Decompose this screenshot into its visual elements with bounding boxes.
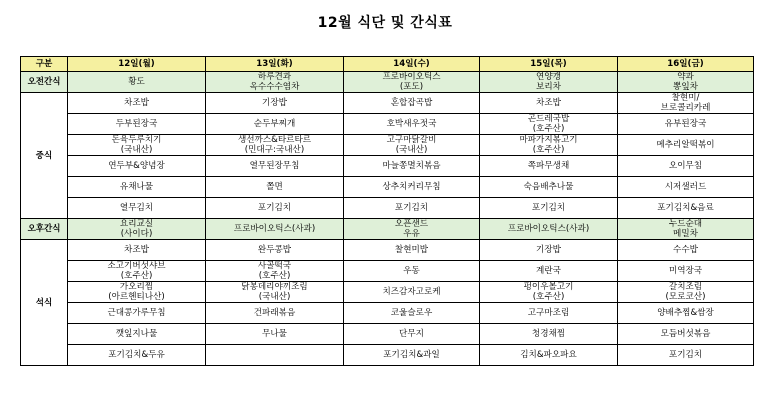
menu-cell [68,240,206,261]
menu-item-text: 프로바이오틱스(사과) [507,224,590,234]
menu-item-text: 곤드레국밥 [527,114,570,124]
menu-cell [68,261,206,282]
menu-cell [480,261,618,282]
menu-cell [480,282,618,303]
menu-item-text: 양배추찜&쌈장 [657,308,714,318]
menu-item-text: 누드순대 [668,219,703,229]
menu-item-text: 찰현미밥 [394,245,429,255]
menu-cell [206,177,344,198]
menu-item-text: (국내산) [258,292,291,302]
menu-item-text: 포기김치 [257,203,292,213]
menu-item-text: 찰현미/ [671,93,700,103]
menu-item-text: 사골떡국 [257,261,292,271]
menu-item-text: 펑이우볼고기 [523,282,574,292]
menu-cell [206,261,344,282]
menu-cell [206,240,344,261]
menu-item-text: (호주산) [120,271,153,281]
menu-item-text: 보리차 [536,82,561,92]
snack-cell [68,72,206,93]
menu-item-text: (사이다) [120,229,153,239]
menu-cell [480,240,618,261]
menu-cell [206,345,344,366]
dinner-row [21,261,754,282]
menu-item-text: 두부된장국 [115,119,158,129]
menu-cell [344,240,480,261]
menu-item-text: 오이무침 [668,161,703,171]
menu-cell [480,93,618,114]
menu-cell [344,114,480,135]
dinner-row [21,240,754,261]
menu-item-text: 유부된장국 [664,119,707,129]
afternoon-snack-row [21,219,754,240]
menu-item-text: 고구마닭갈비 [386,135,437,145]
menu-cell [344,177,480,198]
morning-snack-label: 오전간식 [21,72,68,93]
menu-item-text: 무나물 [262,329,287,339]
menu-cell [206,198,344,219]
snack-cell [344,72,480,93]
header-row [21,57,754,72]
snack-cell [480,219,618,240]
menu-cell [206,93,344,114]
dinner-row [21,303,754,324]
header-day: 14일(수) [344,57,480,72]
menu-item-text: 건파래볶음 [253,308,296,318]
menu-cell [480,345,618,366]
menu-item-text: (아르헨티나산) [108,292,165,302]
menu-cell [618,135,754,156]
menu-item-text: 완두콩밥 [257,245,292,255]
menu-cell [68,303,206,324]
menu-item-text: 김치&파오파요 [520,350,577,360]
menu-item-text: (국내산) [395,145,428,155]
header-day: 15일(목) [480,57,618,72]
header-day: 16일(금) [618,57,754,72]
menu-cell [206,303,344,324]
menu-item-text: 시저샐러드 [664,182,707,192]
menu-item-text: 깻잎지나물 [115,329,158,339]
menu-cell [618,345,754,366]
menu-item-text: 하루견과 [257,72,292,82]
lunch-row [21,177,754,198]
menu-cell [480,198,618,219]
menu-cell [68,345,206,366]
menu-item-text: 포기김치 [668,350,703,360]
menu-cell [344,198,480,219]
menu-item-text: 열무김치 [119,203,154,213]
menu-item-text: 브로콜리카레 [660,103,711,113]
menu-cell [618,156,754,177]
menu-cell [480,177,618,198]
menu-item-text: 뽕잎차 [673,82,698,92]
snack-cell [206,219,344,240]
menu-cell [206,324,344,345]
menu-cell [618,240,754,261]
menu-item-text: 옥수수수염차 [249,82,300,92]
menu-item-text: 황도 [128,77,145,87]
menu-item-text: (호주산) [532,292,565,302]
menu-cell [480,324,618,345]
menu-item-text: 차조밥 [536,98,561,108]
menu-item-text: 갈치조림 [668,282,703,292]
menu-cell [344,282,480,303]
header-gubun: 구분 [21,57,68,72]
menu-cell [206,114,344,135]
menu-cell [618,114,754,135]
menu-cell [344,135,480,156]
menu-cell [480,156,618,177]
menu-cell [344,345,480,366]
menu-item-text: 포기김치&두유 [108,350,165,360]
menu-item-text: 근대콩가루무침 [107,308,166,318]
menu-item-text: 쫄면 [266,182,283,192]
menu-cell [618,93,754,114]
menu-item-text: 포기김치&과일 [383,350,440,360]
menu-item-text: 마파가지볶고기 [519,135,578,145]
menu-item-text: 순두부찌개 [253,119,296,129]
menu-item-text: 기장밥 [536,245,561,255]
snack-cell [344,219,480,240]
menu-item-text: (호주산) [258,271,291,281]
menu-item-text: 미역장국 [668,266,703,276]
menu-item-text: (포도) [399,82,424,92]
menu-cell [206,135,344,156]
lunch-row [21,114,754,135]
menu-item-text: 프로바이오틱스(사과) [233,224,316,234]
menu-item-text: 우유 [403,229,420,239]
menu-item-text: 메밀차 [673,229,698,239]
menu-item-text: 닭봉데리야끼조림 [241,282,308,292]
menu-item-text: (국내산) [120,145,153,155]
dinner-label: 석식 [21,240,68,366]
menu-item-text: 약과 [677,72,694,82]
menu-item-text: 요리교실 [119,219,154,229]
lunch-row [21,93,754,114]
menu-item-text: 계란국 [536,266,561,276]
menu-item-text: 단무지 [399,329,424,339]
menu-item-text: 모듬버섯볶음 [660,329,711,339]
menu-item-text: 생선까스&타르타르 [237,135,312,145]
menu-item-text: 포기김치&음료 [657,203,714,213]
menu-item-text: 혼합잡곡밥 [390,98,433,108]
page-title: 12월 식단 및 간식표 [317,15,453,31]
menu-item-text: 코울슬로우 [390,308,433,318]
menu-item-text: (모로코산) [665,292,706,302]
header-day: 12일(월) [68,57,206,72]
menu-item-text: 포기김치 [394,203,429,213]
menu-cell [618,324,754,345]
menu-item-text: 유채나물 [119,182,154,192]
menu-cell [344,156,480,177]
dinner-row [21,282,754,303]
menu-cell [68,156,206,177]
dinner-row [21,345,754,366]
menu-item-text: 돈육두루치기 [111,135,162,145]
menu-item-text: 포기김치 [531,203,566,213]
menu-item-text: (민대구:국내산) [244,145,305,155]
menu-item-text: 소고기버섯샤브 [107,261,166,271]
menu-cell [68,198,206,219]
menu-item-text: (호주산) [532,124,565,134]
menu-cell [68,114,206,135]
menu-cell [344,261,480,282]
menu-cell [480,114,618,135]
menu-item-text: 연두부&양념장 [108,161,165,171]
menu-cell [68,93,206,114]
afternoon-snack-label: 오후간식 [21,219,68,240]
menu-item-text: 기장밥 [262,98,287,108]
menu-item-text: (호주산) [532,145,565,155]
snack-cell [68,219,206,240]
lunch-row [21,156,754,177]
menu-cell [68,282,206,303]
menu-item-text: 가오리찜 [119,282,154,292]
menu-cell [206,156,344,177]
menu-item-text: 오픈샌드 [394,219,429,229]
menu-item-text: 치즈감자고로케 [382,287,441,297]
menu-cell [618,303,754,324]
lunch-row [21,135,754,156]
morning-snack-row [21,72,754,93]
menu-item-text: 고구마조림 [527,308,570,318]
menu-cell [344,303,480,324]
dinner-row [21,324,754,345]
menu-cell [344,93,480,114]
lunch-row [21,198,754,219]
menu-item-text: 마늘쫑멸치볶음 [382,161,441,171]
snack-cell [480,72,618,93]
menu-item-text: 우동 [403,266,420,276]
menu-item-text: 청경채찜 [531,329,566,339]
snack-cell [618,219,754,240]
menu-item-text: 숙음배추나물 [523,182,574,192]
menu-cell [206,282,344,303]
menu-item-text: 쪽파무생채 [527,161,570,171]
menu-cell [618,177,754,198]
menu-item-text: 열무된장무침 [249,161,300,171]
snack-cell [618,72,754,93]
menu-cell [68,324,206,345]
menu-item-text: 차조밥 [124,98,149,108]
lunch-label: 중식 [21,93,68,219]
menu-item-text: 차조밥 [124,245,149,255]
menu-cell [480,303,618,324]
menu-cell [344,324,480,345]
menu-item-text: 연양갱 [536,72,561,82]
menu-cell [618,261,754,282]
menu-cell [618,198,754,219]
menu-item-text: 프로바이오틱스 [382,72,441,82]
menu-table [20,56,754,366]
menu-item-text: 수수밥 [673,245,698,255]
header-day: 13일(화) [206,57,344,72]
menu-item-text: 상추치커리무침 [382,182,441,192]
menu-cell [68,177,206,198]
menu-item-text: 호박새우젓국 [386,119,437,129]
menu-cell [480,135,618,156]
menu-item-text: 메추리알떡볶이 [656,140,715,150]
menu-cell [68,135,206,156]
snack-cell [206,72,344,93]
menu-cell [618,282,754,303]
